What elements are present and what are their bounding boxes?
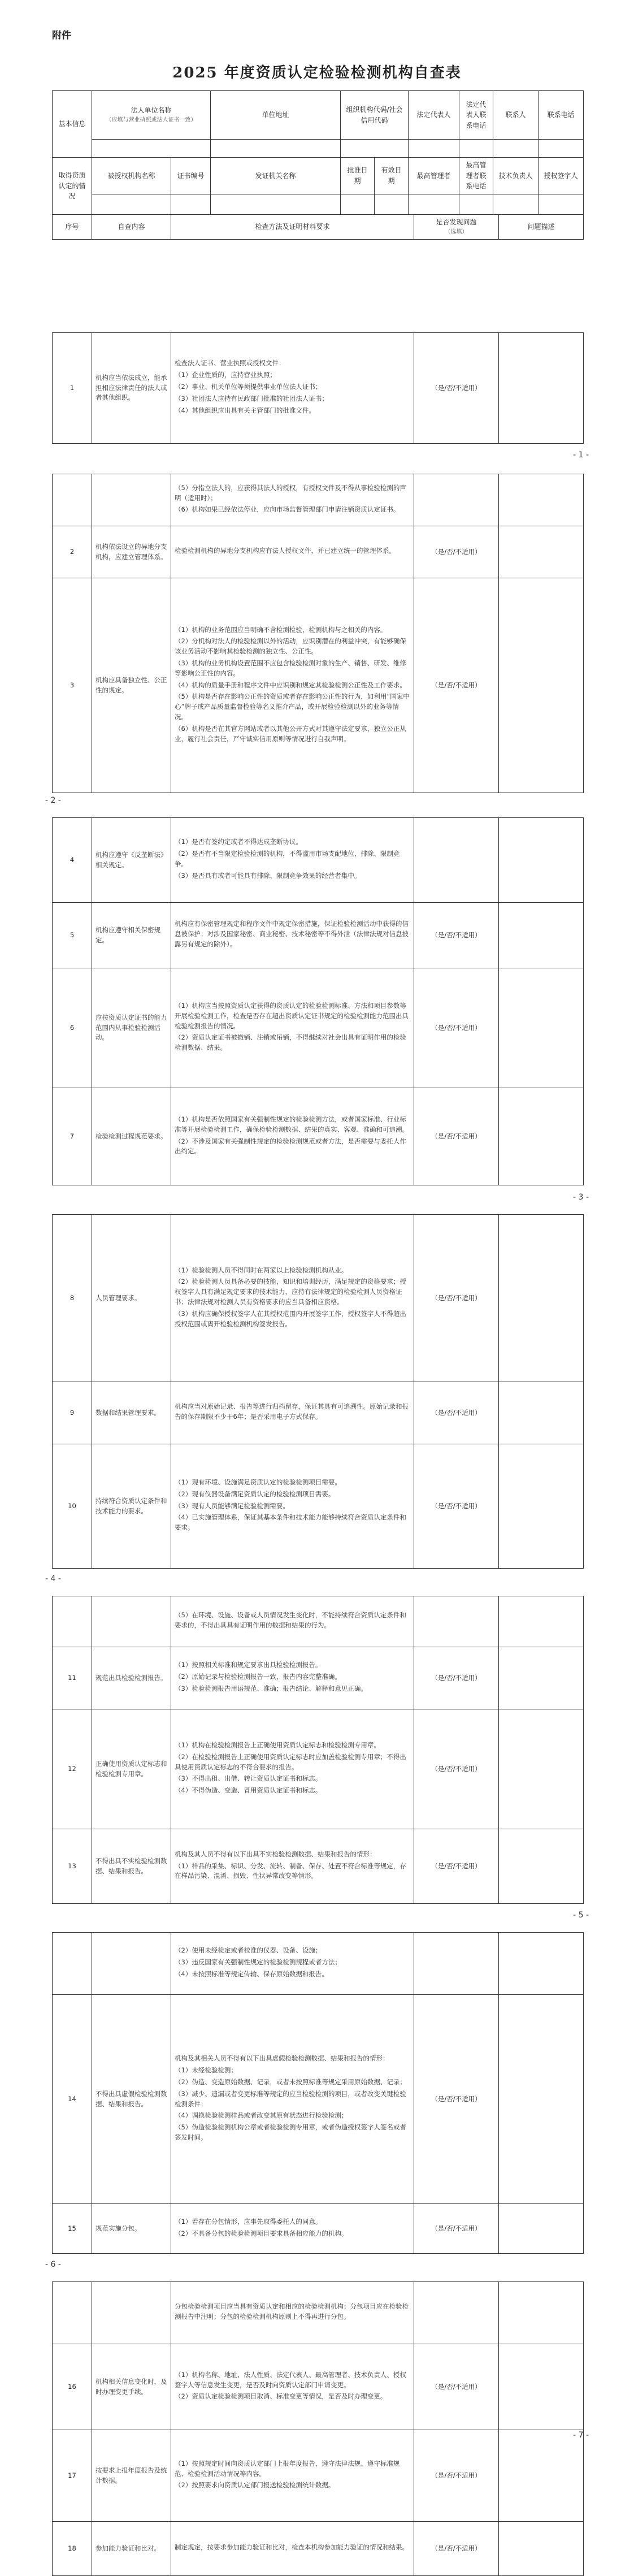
row-found-answer[interactable]: （是/否/不适用）: [414, 1382, 499, 1444]
row-item: [92, 474, 171, 526]
method-line: （1）检验检测人员不得同时在两家以上检验检测机构从业。: [175, 1266, 348, 1274]
row-method: [171, 903, 414, 968]
method-line: 制定规定，按要求参加能力验证和比对，检查本机构参加能力验证的情况和结果。: [175, 2543, 409, 2552]
row-item: 人员管理要求。: [92, 1215, 171, 1382]
row-method: [171, 2522, 414, 2576]
method-line: （2）资质认定证书被撤销、注销或吊销，不得继续对社会出具有证明作用的检验检测数据、结果。: [175, 1033, 406, 1052]
org-code-label: 组织机构代码/社会信用代码: [341, 91, 409, 140]
row-problem-desc[interactable]: [499, 2522, 584, 2576]
method-line: （3）现有人员能够满足检验检测需要。: [175, 1501, 289, 1510]
method-line: （2）在检验检测报告上正确使用资质认定标志时应加盖检验检测专用章；不得出具使用资质认定标志的不符合要求的报告。: [175, 1752, 406, 1771]
row-item: 机构相关信息变化时，及时办理变更手续。: [92, 2344, 171, 2430]
method-line: （2）不具备分包的检验检测项目要求具备相应能力的机构。: [175, 2229, 348, 2237]
page-number: - 5 -: [573, 1911, 589, 1920]
page-block: [52, 1214, 583, 1569]
method-line: （2）是否有不当限定检验检测的机构，不得滥用市场支配地位，排除、限制竞争。: [175, 850, 400, 868]
row-found-answer[interactable]: [414, 1933, 499, 1995]
col-found: [414, 214, 499, 239]
method-line: （3）检验检测报告用语规范、准确；报告结论、解释和意见正确。: [175, 1684, 367, 1692]
method-line: （3）是否具有或者可能具有排除、限制竞争效果的经营者集中。: [175, 871, 361, 880]
method-line: （2）现有仪器设备满足资质认定的检验检测项目需要。: [175, 1490, 335, 1498]
legal-rep-phone-value[interactable]: [459, 140, 493, 158]
row-found-answer[interactable]: [414, 2282, 499, 2344]
row-item: 参加能力验证和比对。: [92, 2522, 171, 2576]
method-line: （4）机构的质量手册和程序文件中应识别和规定其检验检测公正性及工作要求。: [175, 681, 406, 689]
row-item: 规范实施分包。: [92, 2204, 171, 2254]
method-line: 机构应当对原始记录、报告等进行归档留存，保证其具有可追溯性。原始记录和报告的保存期限不少于6年；是否采用电子方式保存。: [175, 1402, 409, 1421]
signatory-value[interactable]: [539, 194, 584, 214]
method-line: （1）机构名称、地址、法人性质、法定代表人、最高管理者、技术负责人、授权签字人等信息发生变更，是否及时向资质认定部门申请变更。: [175, 2370, 406, 2389]
corp-name-title: 法人单位名称: [131, 106, 172, 115]
row-problem-desc[interactable]: [499, 1933, 584, 1995]
row-item: [92, 2282, 171, 2344]
cert-no-value[interactable]: [171, 194, 211, 214]
page-block: [52, 1596, 583, 1904]
row-problem-desc[interactable]: [499, 333, 584, 444]
method-line: （1）机构是否依照国家有关强制性规定的检验检测方法，或者国家标准、行业标准等开展检验检测工作，确保检验检测数据、结果的真实、客观、准确和可追溯。: [175, 1115, 409, 1133]
table-row: [53, 1709, 584, 1829]
row-problem-desc[interactable]: [499, 1995, 584, 2204]
legal-rep-phone-label: 法定代表人联系电话: [459, 91, 493, 140]
row-item: 机构应遵守相关保密规定。: [92, 903, 171, 968]
column-header-table: [52, 214, 584, 240]
top-manager-phone-value[interactable]: [459, 194, 493, 214]
cert-no-label: 证书编号: [171, 158, 211, 194]
row-problem-desc[interactable]: [499, 968, 584, 1088]
checklist-table: [52, 1932, 584, 2254]
row-method: [171, 2282, 414, 2344]
row-method: [171, 818, 414, 903]
table-row: [53, 2522, 584, 2576]
row-problem-desc[interactable]: [499, 2204, 584, 2254]
header-info-block: [52, 90, 583, 240]
method-line: （3）减少、遗漏或者变更标准等规定的应当检验检测的项目，或者改变关键检验检测条件；: [175, 2089, 406, 2108]
row-seq: 15: [53, 2204, 92, 2254]
row-problem-desc[interactable]: [499, 526, 584, 578]
row-seq: 11: [53, 1647, 92, 1709]
row-problem-desc[interactable]: [499, 1444, 584, 1569]
row-problem-desc[interactable]: [499, 1382, 584, 1444]
page-number: - 3 -: [573, 1193, 589, 1202]
row-item: 按要求上报年度报告及统计数据。: [92, 2430, 171, 2522]
contact-label: 联系人: [493, 91, 539, 140]
inst-name-value[interactable]: [92, 194, 171, 214]
method-line: （1）机构在检验检测报告上正确使用资质认定标志和检验检测专用章。: [175, 1741, 380, 1749]
row-seq: 2: [53, 526, 92, 578]
method-line: （4）已实施管理体系，保证其基本条件和技术能力能够持续符合资质认定条件和要求。: [175, 1513, 406, 1532]
row-found-answer[interactable]: （是/否/不适用）: [414, 526, 499, 578]
table-row: [53, 818, 584, 903]
row-method: [171, 526, 414, 578]
valid-date-label: 有效日期: [375, 158, 409, 194]
tech-lead-value[interactable]: [493, 194, 539, 214]
table-row: [53, 333, 584, 444]
legal-rep-label: 法定代表人: [409, 91, 459, 140]
row-seq: 17: [53, 2430, 92, 2522]
row-method: [171, 1995, 414, 2204]
page-number: - 6 -: [45, 2260, 61, 2269]
row-method: [171, 1596, 414, 1647]
row-item: 不得出具不实检验检测数据、结果和报告。: [92, 1829, 171, 1904]
row-problem-desc[interactable]: [499, 1829, 584, 1904]
method-line: （5）机构是否存在影响公正性的资质或者存在影响公正性的行为，如利用“国家中心”牌子或产品质量监督检验等名义推介产品，或开展检验检测以外的业务等情况。: [175, 692, 410, 721]
unit-address-label: 单位地址: [211, 91, 341, 140]
basic-info-label: 基本信息: [53, 91, 92, 158]
row-item: 正确使用资质认定标志和检验检测专用章。: [92, 1709, 171, 1829]
method-line: 分包检验检测项目应当具有资质认定和相应的检验检测机构；分包项目应在检验检测报告中注明；分包的检验检测机构原则上不得再进行分包。: [175, 2302, 409, 2320]
method-line: （2）分机构对法人的检验检测以外的活动，应识别潜在的利益冲突，有能够确保该业务活动不影响其检验检测的独立性、公正性。: [175, 637, 406, 656]
method-line: （1）机构的业务范围应当明确不含检测检验，检测机构与之相关的内容。: [175, 625, 387, 634]
row-seq: 18: [53, 2522, 92, 2576]
row-found-answer[interactable]: （是/否/不适用）: [414, 333, 499, 444]
row-item: 机构应遵守《反垄断法》相关规定。: [92, 818, 171, 903]
row-found-answer[interactable]: [414, 474, 499, 526]
contact-value[interactable]: [493, 140, 539, 158]
method-line: （4）不得伪造、变造、冒用资质认定证书和标志。: [175, 1786, 322, 1795]
table-row: [53, 474, 584, 526]
unit-address-value[interactable]: [211, 140, 341, 158]
col-found-note: （选填）: [445, 228, 468, 235]
row-item: 持续符合资质认定条件和技术能力的要求。: [92, 1444, 171, 1569]
approval-date-value[interactable]: [341, 194, 375, 214]
row-method: [171, 968, 414, 1088]
row-found-answer[interactable]: [414, 818, 499, 903]
issuer-label: 发证机关名称: [211, 158, 341, 194]
method-line: （3）不得出租、出借、转让资质认定证书和标志。: [175, 1774, 322, 1783]
method-line: （6）机构如果已经依法停业，应向市场监督管理部门申请注销资质认定证书。: [175, 505, 400, 514]
table-row: [53, 2204, 584, 2254]
row-method: [171, 1215, 414, 1382]
row-problem-desc[interactable]: [499, 2430, 584, 2522]
row-method: [171, 1829, 414, 1904]
row-problem-desc[interactable]: [499, 578, 584, 793]
row-found-answer[interactable]: （是/否/不适用）: [414, 2204, 499, 2254]
table-row: [53, 1596, 584, 1647]
row-found-answer[interactable]: （是/否/不适用）: [414, 2344, 499, 2430]
table-row: [53, 578, 584, 793]
row-item: 数据和结果管理要求。: [92, 1382, 171, 1444]
method-line: （1）样品的采集、标识、分发、流转、制备、保存、处置不符合标准等规定，存在样品污染、混淆、损毁、性状异常改变等情形。: [175, 1861, 406, 1880]
table-row: [53, 1829, 584, 1904]
table-row: [53, 1444, 584, 1569]
method-line: （5）在环境、设施、设备或人员情况发生变化时，不能持续符合资质认定条件和要求的，不得出具具有证明作用的数据和结果的行为。: [175, 1611, 406, 1629]
row-found-answer[interactable]: （是/否/不适用）: [414, 1709, 499, 1829]
row-seq: 6: [53, 968, 92, 1088]
method-line: （1）若存在分包情形，应事先取得委托人的同意。: [175, 2217, 322, 2226]
method-line: （1）是否有签约定或者不得达成垄断协议。: [175, 838, 302, 846]
row-seq: 5: [53, 903, 92, 968]
method-line: （2）事业、机关单位等须提供事业单位法人证书；: [175, 383, 322, 391]
method-line: （2）不涉及国家有关强制性规定的检验检测规范或者方法，是否需要与委托人作出约定。: [175, 1137, 406, 1155]
row-method: [171, 333, 414, 444]
top-manager-phone-label: 最高管理者联系电话: [459, 158, 493, 194]
row-found-answer[interactable]: （是/否/不适用）: [414, 2522, 499, 2576]
row-seq: 3: [53, 578, 92, 793]
row-found-answer[interactable]: （是/否/不适用）: [414, 1088, 499, 1185]
row-seq: 14: [53, 1995, 92, 2204]
table-row: [53, 1215, 584, 1382]
row-seq: 13: [53, 1829, 92, 1904]
col-desc: 问题描述: [499, 214, 584, 239]
row-item: [92, 1933, 171, 1995]
row-problem-desc[interactable]: [499, 474, 584, 526]
issuer-value[interactable]: [211, 194, 341, 214]
table-row: [53, 526, 584, 578]
table-row: [53, 968, 584, 1088]
row-item: 应按资质认定证书的能力范围内从事检验检测活动。: [92, 968, 171, 1088]
row-found-answer[interactable]: [414, 1596, 499, 1647]
row-found-answer[interactable]: （是/否/不适用）: [414, 968, 499, 1088]
table-row: [53, 2344, 584, 2430]
col-method: 检查方法及证明材料要求: [171, 214, 414, 239]
row-seq: 4: [53, 818, 92, 903]
row-method: [171, 1709, 414, 1829]
page-block: [52, 2281, 583, 2576]
checklist-table: [52, 1214, 584, 1569]
method-line: （2）原始记录与检验检测报告一致，报告内容完整准确。: [175, 1673, 341, 1681]
corp-name-label: [92, 91, 211, 140]
top-manager-value[interactable]: [409, 194, 459, 214]
row-method: [171, 474, 414, 526]
row-method: [171, 1647, 414, 1709]
corp-name-note: （应填与营业执照或法人证书一致）: [106, 117, 197, 124]
row-found-answer[interactable]: （是/否/不适用）: [414, 1647, 499, 1709]
row-item: 机构依法设立的异地分支机构，应建立管理体系。: [92, 526, 171, 578]
row-method: [171, 1382, 414, 1444]
row-found-answer[interactable]: （是/否/不适用）: [414, 1829, 499, 1904]
row-item: 不得出具虚假检验检测数据、结果和报告。: [92, 1995, 171, 2204]
row-found-answer[interactable]: （是/否/不适用）: [414, 2430, 499, 2522]
row-seq: [53, 2282, 92, 2344]
inst-name-label: 被授权机构名称: [92, 158, 171, 194]
table-row: [53, 1647, 584, 1709]
checklist-table: [52, 1596, 584, 1904]
document-title: 2025 年度资质认定检验检测机构自查表: [172, 64, 462, 81]
method-line: （3）机构应确保授权签字人在其授权范围内开展签字工作，授权签字人不得超出授权范围或离开检验检测机构签发报告。: [175, 1309, 406, 1328]
row-item: 检验检测过程规范要求。: [92, 1088, 171, 1185]
col-seq: 序号: [53, 214, 92, 239]
row-seq: [53, 1933, 92, 1995]
page-block: [52, 817, 583, 1185]
checklist-table: [52, 2281, 584, 2576]
table-row: [53, 1382, 584, 1444]
page-block: [52, 332, 583, 444]
method-line: （4）其他组织应出具有关主管部门的批准文件。: [175, 406, 315, 414]
row-seq: 7: [53, 1088, 92, 1185]
method-line: （3）违反国家有关强制性规定的检验检测规程或者方法；: [175, 1958, 341, 1967]
method-line: （2）资质认定检验检测项目取消、标准变更等情况，是否及时办理变更。: [175, 2392, 387, 2401]
row-found-answer[interactable]: （是/否/不适用）: [414, 1995, 499, 2204]
row-method: [171, 1088, 414, 1185]
row-problem-desc[interactable]: [499, 818, 584, 903]
row-method: [171, 2344, 414, 2430]
contact-phone-label: 联系电话: [539, 91, 584, 140]
row-method: [171, 1444, 414, 1569]
method-line: （4）调换检验检测样品或者改变其原有状态进行检验检测；: [175, 2111, 348, 2120]
row-problem-desc[interactable]: [499, 1596, 584, 1647]
page-number: - 7 -: [573, 2431, 589, 2440]
method-line: （5）分指立法人的，应获得其法人的授权，有授权文件及不得从事检验检测的声明（适用时）；: [175, 483, 406, 502]
row-seq: [53, 1596, 92, 1647]
method-line: （2）伪造、变造原始数据、记录，或者未按照标准等规定采用原始数据、记录；: [175, 2077, 406, 2086]
row-found-answer[interactable]: （是/否/不适用）: [414, 1444, 499, 1569]
header-info-table: [52, 90, 584, 215]
tech-lead-label: 技术负责人: [493, 158, 539, 194]
row-problem-desc[interactable]: [499, 1647, 584, 1709]
top-manager-label: 最高管理者: [409, 158, 459, 194]
method-line: （6）机构是否在其官方网站或者以其他公开方式对其遵守法定要求，独立公正从业，履行社会责任，严守诚实信用原则等情况进行自我声明。: [175, 724, 406, 743]
attachment-label: 附件: [52, 30, 71, 41]
row-method: [171, 2430, 414, 2522]
table-row: [53, 1933, 584, 1995]
row-problem-desc[interactable]: [499, 1215, 584, 1382]
signatory-label: 授权签字人: [539, 158, 584, 194]
method-line: （1）现有环境、设施满足资质认定的检验检测项目需要。: [175, 1478, 341, 1486]
table-row: [53, 2282, 584, 2344]
col-item: 自查内容: [92, 214, 171, 239]
org-code-value[interactable]: [341, 140, 409, 158]
table-row: [53, 2430, 584, 2522]
method-line: （3）机构的业务机构设置范围不应包含检验检测对象的生产、销售、研发、维修等影响公正性的内容。: [175, 659, 406, 677]
row-item: 机构应当依法成立，能承担相应法律责任的法人或者其他组织。: [92, 333, 171, 444]
method-line: 机构及其相关人员不得有以下出具虚假检验检测数据、结果和报告的情形：: [175, 2054, 389, 2063]
method-line: （1）机构应当按照资质认定获得的资质认定的检验检测标准、方法和项目参数等开展检验检测工作，检查是否存在超出资质认定证书规定的检验检测能力范围出具检验检测报告的情况。: [175, 1001, 409, 1030]
row-found-answer[interactable]: （是/否/不适用）: [414, 903, 499, 968]
page-block: [52, 474, 583, 793]
legal-rep-value[interactable]: [409, 140, 459, 158]
row-problem-desc[interactable]: [499, 2344, 584, 2430]
checklist-table: [52, 332, 584, 444]
row-seq: 12: [53, 1709, 92, 1829]
checklist-table: [52, 817, 584, 1185]
row-seq: 8: [53, 1215, 92, 1382]
row-seq: 10: [53, 1444, 92, 1569]
page-number: - 1 -: [573, 451, 589, 460]
method-line: （5）伪造检验检测机构公章或者检验检测专用章，或者伪造授权签字人签名或者签发时间。: [175, 2123, 406, 2141]
method-line: （2）使用未经检定或者校准的仪器、设备、设施；: [175, 1946, 322, 1955]
row-seq: 9: [53, 1382, 92, 1444]
method-line: （2）按照要求向资质认定部门报送检验检测统计数据。: [175, 2481, 335, 2490]
page-number: - 4 -: [45, 1574, 61, 1583]
method-line: （1）按照相关标准和规定要求出具检验检测报告。: [175, 1661, 322, 1669]
row-item: [92, 1596, 171, 1647]
row-method: [171, 578, 414, 793]
row-seq: 16: [53, 2344, 92, 2430]
method-line: 机构及其人员不得有以下出具不实检验检测数据、结果和报告的情形：: [175, 1850, 376, 1858]
row-item: 规范出具检验检测报告。: [92, 1647, 171, 1709]
cert-info-label: 取得资质认定的情况: [53, 158, 92, 215]
table-row: [53, 1995, 584, 2204]
method-line: （4）未按照标准等规定传输、保存原始数据和报告。: [175, 1969, 328, 1978]
table-row: [53, 903, 584, 968]
method-line: （3）社团法人应持有民政部门批准的社团法人证书；: [175, 394, 328, 402]
row-found-answer[interactable]: （是/否/不适用）: [414, 1215, 499, 1382]
row-method: [171, 2204, 414, 2254]
row-problem-desc[interactable]: [499, 2282, 584, 2344]
method-line: 检查法人证书、营业执照或授权文件：: [175, 359, 285, 367]
method-line: （1）企业性质的，应持营业执照；: [175, 371, 276, 379]
method-line: 检验检测机构的异地分支机构应有法人授权文件，并已建立统一的管理体系。: [175, 547, 396, 555]
row-problem-desc[interactable]: [499, 1088, 584, 1185]
method-line: 机构应有保密管理规定和程序文件中规定保密措施，保证检验检测活动中获得的信息被保护；对涉及国家秘密、商业秘密、技术秘密等不得外泄（法律法规对信息披露另有规定的除外）。: [175, 920, 409, 948]
table-row: [53, 1088, 584, 1185]
contact-phone-value[interactable]: [539, 140, 584, 158]
row-problem-desc[interactable]: [499, 1709, 584, 1829]
col-found-title: 是否发现问题: [436, 218, 477, 227]
page-block: [52, 1932, 583, 2254]
row-item: 机构应具备独立性、公正性的规定。: [92, 578, 171, 793]
page-number: - 2 -: [45, 796, 61, 805]
method-line: （1）未经检验检测；: [175, 2066, 237, 2075]
checklist-table: [52, 474, 584, 793]
row-seq: [53, 474, 92, 526]
valid-date-value[interactable]: [375, 194, 409, 214]
row-seq: 1: [53, 333, 92, 444]
row-method: [171, 1933, 414, 1995]
row-problem-desc[interactable]: [499, 903, 584, 968]
method-line: （2）检验检测人员具备必要的技能，知识和培训经历，满足规定的资格要求；授权签字人具有满足规定要求的技术能力，应持有法律规定的检验检测人员资格证书；法律法规对检测人员有资格要求的应当具备相应资格。: [175, 1278, 406, 1306]
corp-name-value[interactable]: [92, 140, 211, 158]
row-found-answer[interactable]: （是/否/不适用）: [414, 578, 499, 793]
approval-date-label: 批准日期: [341, 158, 375, 194]
method-line: （1）按照规定时间向资质认定部门上报年度报告，遵守法律法规、遵守标准规范、检验检测活动情况等内容。: [175, 2459, 400, 2478]
